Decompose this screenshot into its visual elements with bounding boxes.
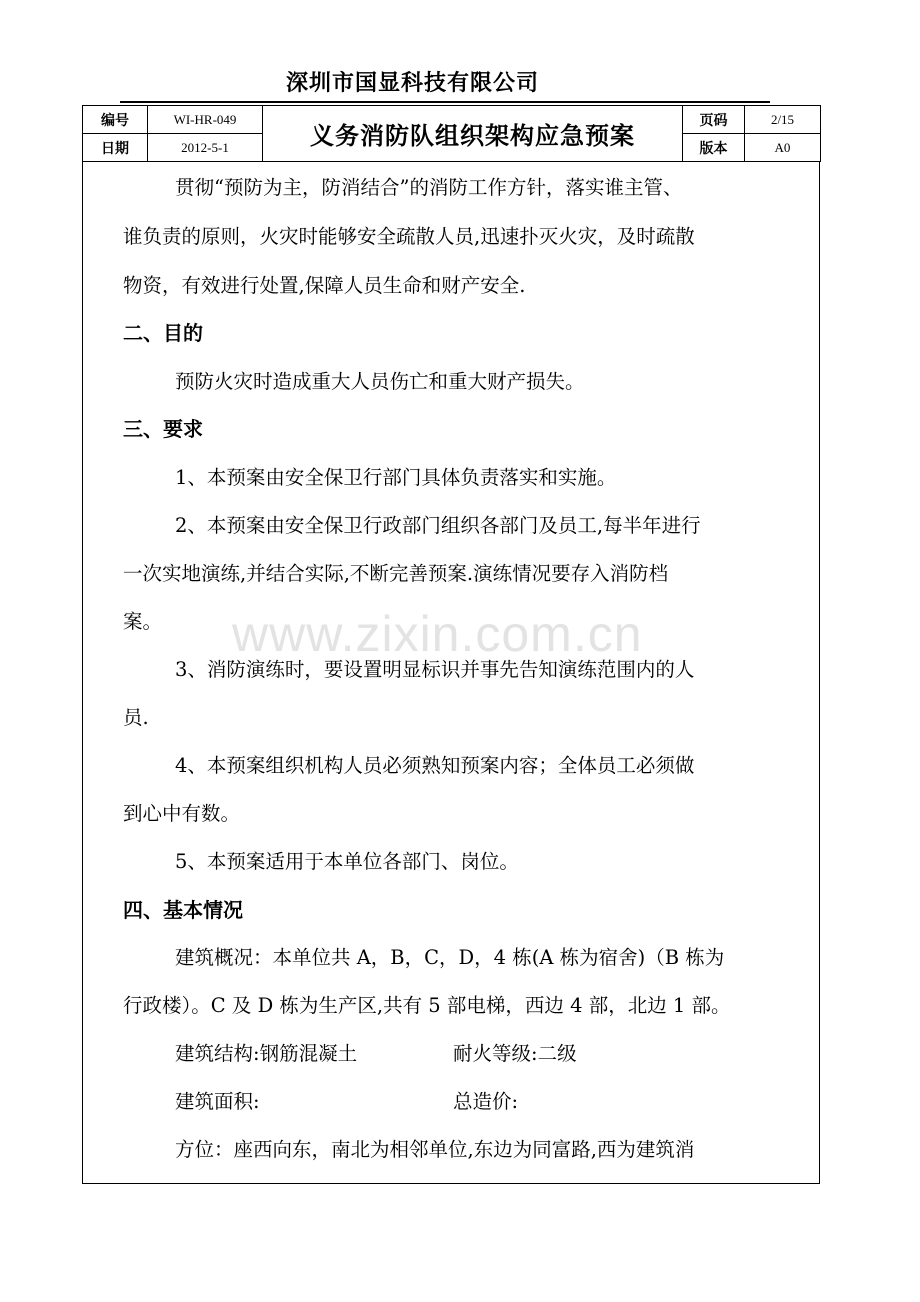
document-title: 义务消防队组织架构应急预案 — [263, 106, 683, 162]
code-label: 编号 — [83, 106, 148, 134]
code-value: WI-HR-049 — [148, 106, 263, 134]
requirement-5: 5、本预案适用于本单位各部门、岗位。 — [175, 850, 519, 873]
date-value: 2012-5-1 — [148, 134, 263, 162]
page-value: 2/15 — [745, 106, 821, 134]
total-cost: 总造价: — [453, 1090, 519, 1113]
basic-heading: 四、基本情况 — [123, 898, 243, 922]
company-name: 深圳市国显科技有限公司 — [285, 71, 539, 96]
location-text: 方位：座西向东，南北为相邻单位,东边为同富路,西为建筑消 — [175, 1138, 695, 1161]
building-overview-line-2: 行政楼）。C 及 D 栋为生产区,共有 5 部电梯，西边 4 部，北边 1 部。 — [123, 994, 731, 1017]
date-label: 日期 — [83, 134, 148, 162]
intro-line-2: 谁负责的原则，火灾时能够安全疏散人员,迅速扑灭火灾，及时疏散 — [123, 225, 695, 248]
version-value: A0 — [745, 134, 821, 162]
requirement-2-line-1: 2、本预案由安全保卫行政部门组织各部门及员工,每半年进行 — [175, 514, 701, 537]
watermark: www.zixin.com.cn — [232, 606, 643, 662]
building-overview-line-1: 建筑概况：本单位共 A，B，C，D，4 栋(A 栋为宿舍)（B 栋为 — [175, 946, 725, 969]
document-header-table — [82, 105, 821, 162]
requirement-3-line-2: 员. — [123, 706, 149, 729]
requirement-4-line-1: 4、本预案组织机构人员必须熟知预案内容；全体员工必须做 — [175, 754, 695, 777]
building-structure: 建筑结构:钢筋混凝土 — [175, 1042, 358, 1065]
header-rule — [120, 101, 770, 103]
requirement-2-line-3: 案。 — [123, 610, 163, 633]
fire-rating: 耐火等级:二级 — [453, 1042, 577, 1065]
purpose-text: 预防火灾时造成重大人员伤亡和重大财产损失。 — [175, 370, 585, 393]
page-label: 页码 — [683, 106, 745, 134]
building-area: 建筑面积: — [175, 1090, 260, 1113]
requirement-3-line-1: 3、消防演练时，要设置明显标识并事先告知演练范围内的人 — [175, 658, 695, 681]
intro-line-3: 物资，有效进行处置,保障人员生命和财产安全. — [123, 274, 526, 297]
purpose-heading: 二、目的 — [123, 321, 203, 345]
requirement-2-line-2: 一次实地演练,并结合实际,不断完善预案.演练情况要存入消防档 — [123, 562, 669, 585]
requirement-4-line-2: 到心中有数。 — [123, 802, 241, 825]
intro-line-1: 贯彻“预防为主，防消结合”的消防工作方针，落实谁主管、 — [175, 176, 683, 199]
version-label: 版本 — [683, 134, 745, 162]
requirements-heading: 三、要求 — [123, 417, 203, 441]
requirement-1: 1、本预案由安全保卫行部门具体负责落实和实施。 — [175, 466, 617, 489]
